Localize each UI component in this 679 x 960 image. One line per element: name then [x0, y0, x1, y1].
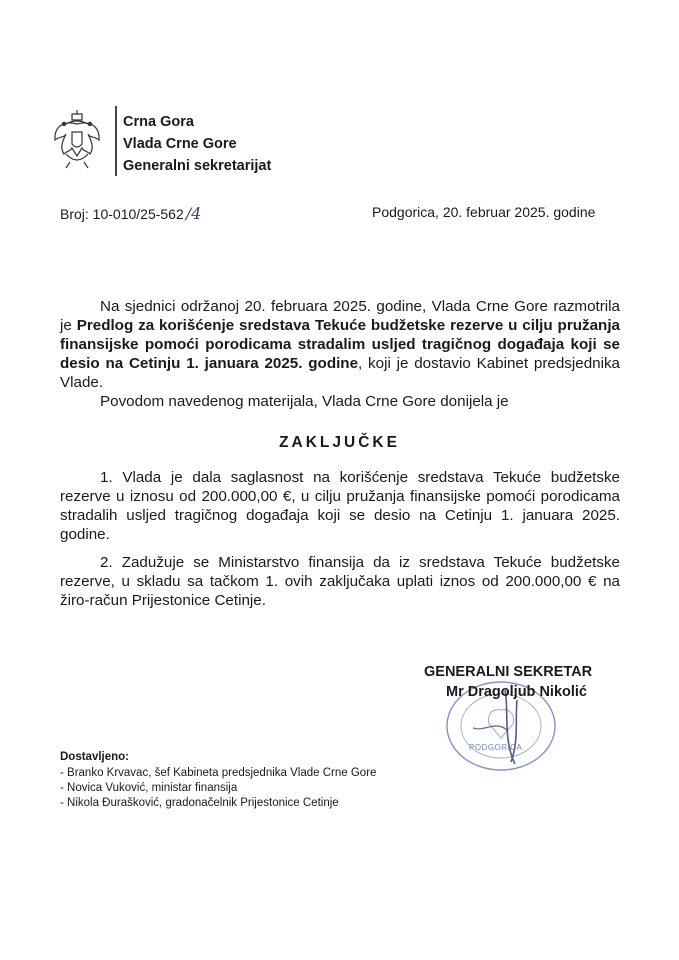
header-divider: [115, 106, 117, 176]
header-country: Crna Gora: [123, 114, 194, 130]
distribution-item: - Novica Vuković, ministar finansija: [60, 782, 238, 794]
header-government: Vlada Crne Gore: [123, 136, 237, 152]
montenegro-coat-of-arms-icon: [52, 110, 102, 172]
conclusions-title: ZAKLJUČKE: [279, 434, 400, 451]
signature-role: GENERALNI SEKRETAR: [424, 664, 593, 680]
document-number-line: [60, 204, 201, 223]
handwritten-number: /4: [185, 204, 202, 223]
conclusion-item-2: 2. Zadužuje se Ministarstvo finansija da iz sredstava Tekuće budžetske rezerve, u skladu sa tačkom 1. ovih zaključaka uplati iznos od 200.000,00 € na žiro-račun Prijestonice Cetinje.: [60, 554, 620, 609]
distribution-item: - Nikola Đurašković, gradonačelnik Prijestonice Cetinje: [60, 797, 339, 809]
intro-text-end: , koji je dostavio Kabinet predsjednika Vlade.: [60, 355, 620, 391]
place-and-date: Podgorica, 20. februar 2025. godine: [372, 204, 596, 220]
signature-name: Mr Dragoljub Nikolić: [446, 684, 587, 700]
intro-text-start: Na sjednici održanoj 20. februara 2025. godine, Vlada Crne Gore razmotrila je: [60, 298, 620, 334]
document-number: Broj: 10-010/25-562: [60, 206, 184, 222]
intro-paragraph: [60, 297, 620, 392]
stamp-city: PODGORICA: [469, 743, 523, 752]
header-secretariat: Generalni sekretarijat: [123, 158, 272, 174]
distribution-item: - Branko Krvavac, šef Kabineta predsjednika Vlade Crne Gore: [60, 767, 377, 779]
conclusion-item-1: 1. Vlada je dala saglasnost na korišćenje sredstava Tekuće budžetske rezerve u iznosu od 200.000,00 €, u cilju pružanja finansijske pomoći porodicama stradalih usljed tragičnog događaja koji se desio na Cetinju 1. januara 2025. godine.: [60, 469, 620, 543]
proposal-title: Predlog za korišćenje sredstava Tekuće budžetske rezerve u cilju pružanja finansijske pomoći porodicama stradalim usljed tragičnog događaja koji se desio na Cetinju 1. januara 2025. godine: [60, 317, 621, 372]
distribution-heading: Dostavljeno:: [60, 751, 130, 763]
povodom-paragraph: Povodom navedenog materijala, Vlada Crne Gore donijela je: [100, 393, 509, 410]
